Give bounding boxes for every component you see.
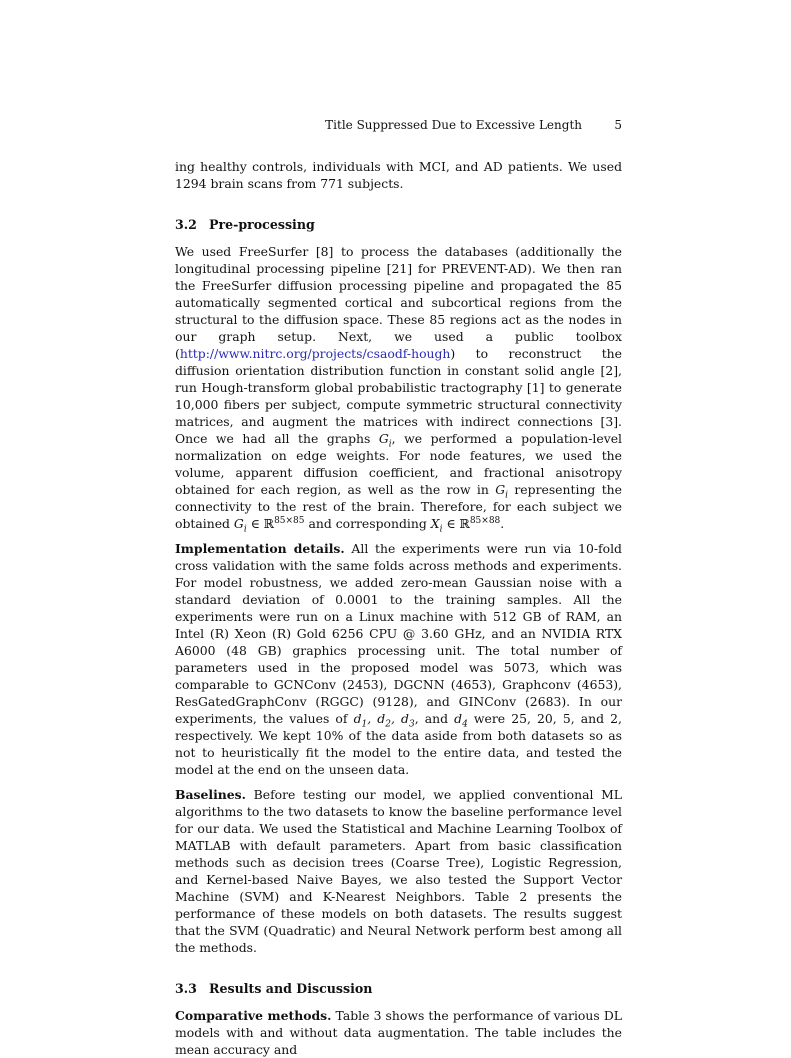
text-run: Table 3 shows the performance of various DL models with and without data augmentation. The table includes the mean accuracy and: [175, 1008, 622, 1057]
text-run: were 25, 20, 5, and 2, respectively. We kept 10% of the data aside from both datasets so as not to heuristically fit the model to the entire data, and tested the model at the end on the unseen data.: [175, 711, 622, 777]
section-heading-3-3: [175, 980, 622, 997]
math-xi: $X_i$: [430, 516, 443, 535]
text-run: and corresponding: [304, 516, 431, 531]
runin-heading: Comparative methods.: [175, 1008, 332, 1023]
page-number: 5: [614, 118, 622, 132]
math-d-values: $d_1$, $d_2$, $d_3$: [353, 711, 415, 730]
runin-heading: Baselines.: [175, 787, 246, 802]
preprocessing-paragraph: We used FreeSurfer [8] to process the databases (additionally the longitudinal processing pipeline [21] for PREVENT-AD). We then ran the FreeSurfer diffusion processing pipeline and propagated the 85 automatically segmented cortical and subcortical regions from the structural to the diffusion space. These 85 regions act as the nodes in our graph setup. Next, we used a public toolbox (http://www.nitrc.org/projects/csaodf-hough) to reconstruct the diffusion orientation distribution function in constant solid angle [2], run Hough-transform global probabilistic tractography [1] to generate 10,000 fibers per subject, compute symmetric structural connectivity matrices, and augment the matrices with indirect connections [3]. Once we had all the graphs $G_i$, we performed a population-level normalization on edge weights. For node features, we used the volume, apparent diffusion coefficient, and fractional anisotropy obtained for each region, as well as the row in $G_i$ representing the connectivity to the rest of the brain. Therefore, for each subject we obtained $G_i$ ∈ ℝ$^{85\times 85}$ and corresponding $X_i$ ∈ ℝ$^{85\times 88}$.: [175, 244, 623, 535]
math-d4: $d_4$: [454, 711, 468, 730]
math-gi: $G_i$: [378, 431, 392, 450]
toolbox-link[interactable]: http://www.nitrc.org/projects/csaodf-hough: [179, 346, 451, 361]
math-gi: $G_i$: [495, 482, 509, 501]
implementation-paragraph: Implementation details. All the experiments were run via 10-fold cross validation with the same folds across methods and experiments. For model robustness, we added zero-mean Gaussian noise with a standard deviation of 0.0001 to the training samples. All the experiments were run on a Linux machine with 512 GB of RAM, an Intel (R) Xeon (R) Gold 6256 CPU @ 3.60 GHz, and an NVIDIA RTX A6000 (48 GB) graphics processing unit. The total number of parameters used in the proposed model was 5073, which was comparable to GCNConv (2453), DGCNN (4653), Graphconv (4653), ResGatedGraphConv (RGGC) (9128), and GINConv (2683). In our experiments, the values of $d_1$, $d_2$, $d_3$, and $d_4$ were 25, 20, 5, and 2, respectively. We kept 10% of the data aside from both datasets so as not to heuristically fit the model to the entire data, and tested the model at the end on the unseen data.: [175, 541, 622, 777]
running-title: Title Suppressed Due to Excessive Length: [325, 118, 582, 132]
intro-continuation: ing healthy controls, individuals with MCI, and AD patients. We used 1294 brain scans from 771 subjects.: [175, 159, 622, 191]
text-run: .: [500, 516, 505, 531]
main-text: [175, 158, 622, 1058]
text-run: , we performed a population-level normalization on edge weights. For node features, we used the volume, apparent diffusion coefficient, and fractional anisotropy obtained for each region, as well as the row in: [175, 431, 622, 497]
section-number: 3.3: [175, 981, 197, 996]
comparative-paragraph: [175, 1007, 622, 1058]
text-run: All the experiments were run via 10-fold cross validation with the same folds across methods and experiments. For model robustness, we added zero-mean Gaussian noise with a standard deviation of 0.0001 to the training samples. All the experiments were run on a Linux machine with 512 GB of RAM, an Intel (R) Xeon (R) Gold 6256 CPU @ 3.60 GHz, and an NVIDIA RTX A6000 (48 GB) graphics processing unit. The total number of parameters used in the proposed model was 5073, which was comparable to GCNConv (2453), DGCNN (4653), Graphconv (4653), ResGatedGraphConv (RGGC) (9128), and GINConv (2683). In our experiments, the values of: [175, 541, 622, 726]
text-run: representing the connectivity to the rest of the brain. Therefore, for each subject we obtained: [175, 482, 623, 531]
section-title: Pre-processing: [209, 217, 315, 232]
math-gi-in-r: $G_i$: [233, 516, 247, 535]
text-run: Before testing our model, we applied conventional ML algorithms to the two datasets to know the baseline performance level for our data. We used the Statistical and Machine Learning Toolbox of MATLAB with default parameters. Apart from basic classification methods such as decision trees (Coarse Tree), Logistic Regression, and Kernel-based Naive Bayes, we also tested the Support Vector Machine (SVM) and K-Nearest Neighbors. Table 2 presents the performance of these models on both datasets. The results suggest that the SVM (Quadratic) and Neural Network perform best among all the methods.: [175, 787, 622, 955]
section-title: Results and Discussion: [209, 981, 373, 996]
section-number: 3.2: [175, 217, 197, 232]
baselines-paragraph: [175, 786, 622, 956]
runin-heading: Implementation details.: [175, 541, 345, 556]
text-run: We used FreeSurfer [8] to process the databases (additionally the longitudinal processing pipeline [21] for PREVENT-AD). We then ran the FreeSurfer diffusion processing pipeline and propagated the 85 automatically segmented cortical and subcortical regions from the structural to the diffusion space. These 85 regions act as the nodes in our graph setup. Next, we used a public toolbox (: [175, 244, 622, 361]
text-run: ) to reconstruct the diffusion orientation distribution function in constant solid angle [2], run Hough-transform global probabilistic tractography [1] to generate 10,000 fibers per subject, compute symmetric structural connectivity matrices, and augment the matrices with indirect connections [3]. Once we had all the graphs: [175, 346, 622, 446]
section-heading-3-2: [175, 216, 622, 233]
